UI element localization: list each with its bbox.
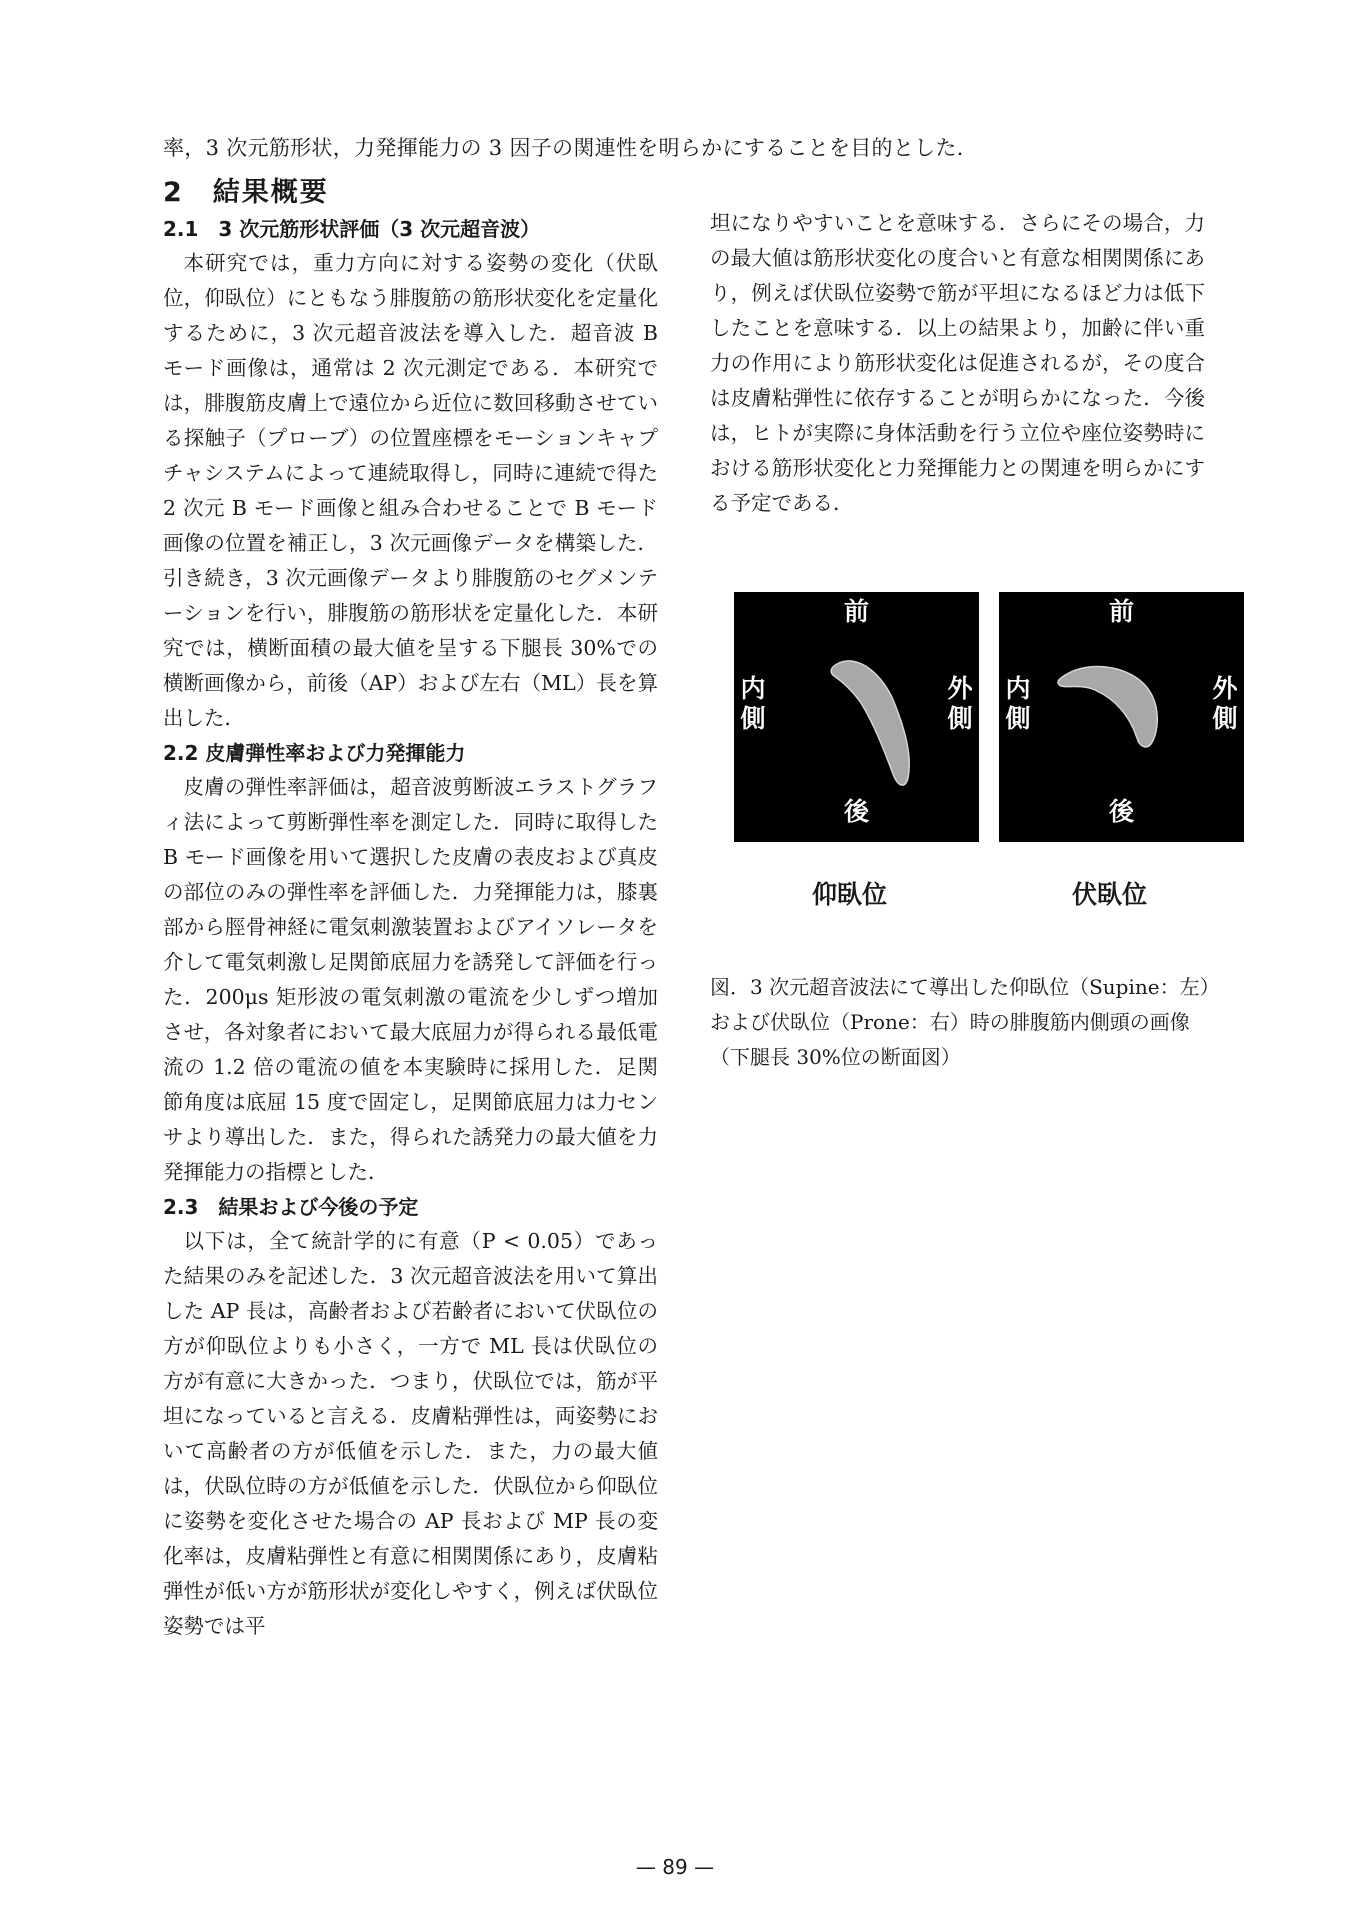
ultrasound-figure <box>734 592 1244 842</box>
prone-label: 伏臥位 <box>1072 880 1148 909</box>
prone-ultrasound-image <box>999 592 1244 842</box>
page-number: — 89 — <box>635 1855 715 1879</box>
subsection-2-3-body: 以下は，全て統計学的に有意（P < 0.05）であった結果のみを記述した．3 次元超音波法を用いて算出した AP 長は，高齢者および若齢者において伏臥位の方が仰臥位よりも小さく，一方で ML 長は伏臥位の方が有意に大きかった．つまり，伏臥位では，筋が平坦になっていると言える．皮膚粘弾性は，両姿勢において高齢者の方が低値を示した．また，力の最大値は，伏臥位時の方が低値を示した．伏臥位から仰臥位に姿勢を変化させた場合の AP 長および MP 長の変化率は，皮膚粘弾性と有意に相関関係にあり，皮膚粘弾性が低い方が筋形状が変化しやすく，例えば伏臥位姿勢では平 <box>163 1229 658 1638</box>
label-medial: 内側 <box>740 674 766 733</box>
label-medial: 内側 <box>1005 674 1031 733</box>
subsection-2-2-title: 2.2 皮膚弾性率および力発揮能力 <box>163 741 466 765</box>
intro-line: 率，3 次元筋形状，力発揮能力の 3 因子の関連性を明らかにすることを目的とした． <box>163 136 979 160</box>
subsection-2-3-title: 2.3 結果および今後の予定 <box>163 1195 419 1219</box>
label-posterior: 後 <box>1109 797 1135 826</box>
subsection-2-1-body: 本研究では，重力方向に対する姿勢の変化（伏臥位，仰臥位）にともなう腓腹筋の筋形状変化を定量化するために，3 次元超音波法を導入した．超音波 B モード画像は，通常は 2 次元測定である．本研究では，腓腹筋皮膚上で遠位から近位に数回移動させている探触子（プローブ）の位置座標をモーションキャプチャシステムによって連続取得し，同時に連続で得た 2 次元 B モード画像と組み合わせることで B モード画像の位置を補正し，3 次元画像データを構築した．引き続き，3 次元画像データより腓腹筋のセグメンテーションを行い，腓腹筋の筋形状を定量化した．本研究では，横断面積の最大値を呈する下腿長 30%での横断画像から，前後（AP）および左右（ML）長を算出した． <box>163 251 658 730</box>
label-lateral: 外側 <box>947 674 973 733</box>
subsection-2-3-body-continued: 坦になりやすいことを意味する．さらにその場合，力の最大値は筋形状変化の度合いと有意な相関関係にあり，例えば伏臥位姿勢で筋が平坦になるほど力は低下したことを意味する．以上の結果より，加齢に伴い重力の作用により筋形状変化は促進されるが，その度合は皮膚粘弾性に依存することが明らかになった．今後は，ヒトが実際に身体活動を行う立位や座位姿勢時における筋形状変化と力発揮能力との関連を明らかにする予定である． <box>710 211 1205 515</box>
label-posterior: 後 <box>844 797 870 826</box>
subsection-2-2-body: 皮膚の弾性率評価は，超音波剪断波エラストグラフィ法によって剪断弾性率を測定した．同時に取得した B モード画像を用いて選択した皮膚の表皮および真皮の部位のみの弾性率を評価した．力発揮能力は，膝裏部から脛骨神経に電気刺激装置およびアイソレータを介して電気刺激し足関節底屈力を誘発して評価を行った．200μs 矩形波の電気刺激の電流を少しずつ増加させ，各対象者において最大底屈力が得られる最低電流の 1.2 倍の電流の値を本実験時に採用した．足関節角度は底屈 15 度で固定し，足関節底屈力は力センサより導出した．また，得られた誘発力の最大値を力発揮能力の指標とした． <box>163 775 658 1184</box>
subsection-2-1-title: 2.1 3 次元筋形状評価（3 次元超音波） <box>163 217 541 241</box>
label-anterior: 前 <box>1109 597 1135 626</box>
figure-caption: 図．3 次元超音波法にて導出した仰臥位（Supine：左）および伏臥位（Prone：右）時の腓腹筋内側頭の画像（下腿長 30%位の断面図） <box>710 975 1210 1069</box>
supine-label: 仰臥位 <box>812 880 888 909</box>
label-lateral: 外側 <box>1212 674 1238 733</box>
section-title: 2 結果概要 <box>163 177 329 208</box>
left-column <box>163 212 658 1644</box>
supine-ultrasound-image <box>734 592 979 842</box>
right-column <box>710 206 1205 521</box>
label-anterior: 前 <box>844 597 870 626</box>
